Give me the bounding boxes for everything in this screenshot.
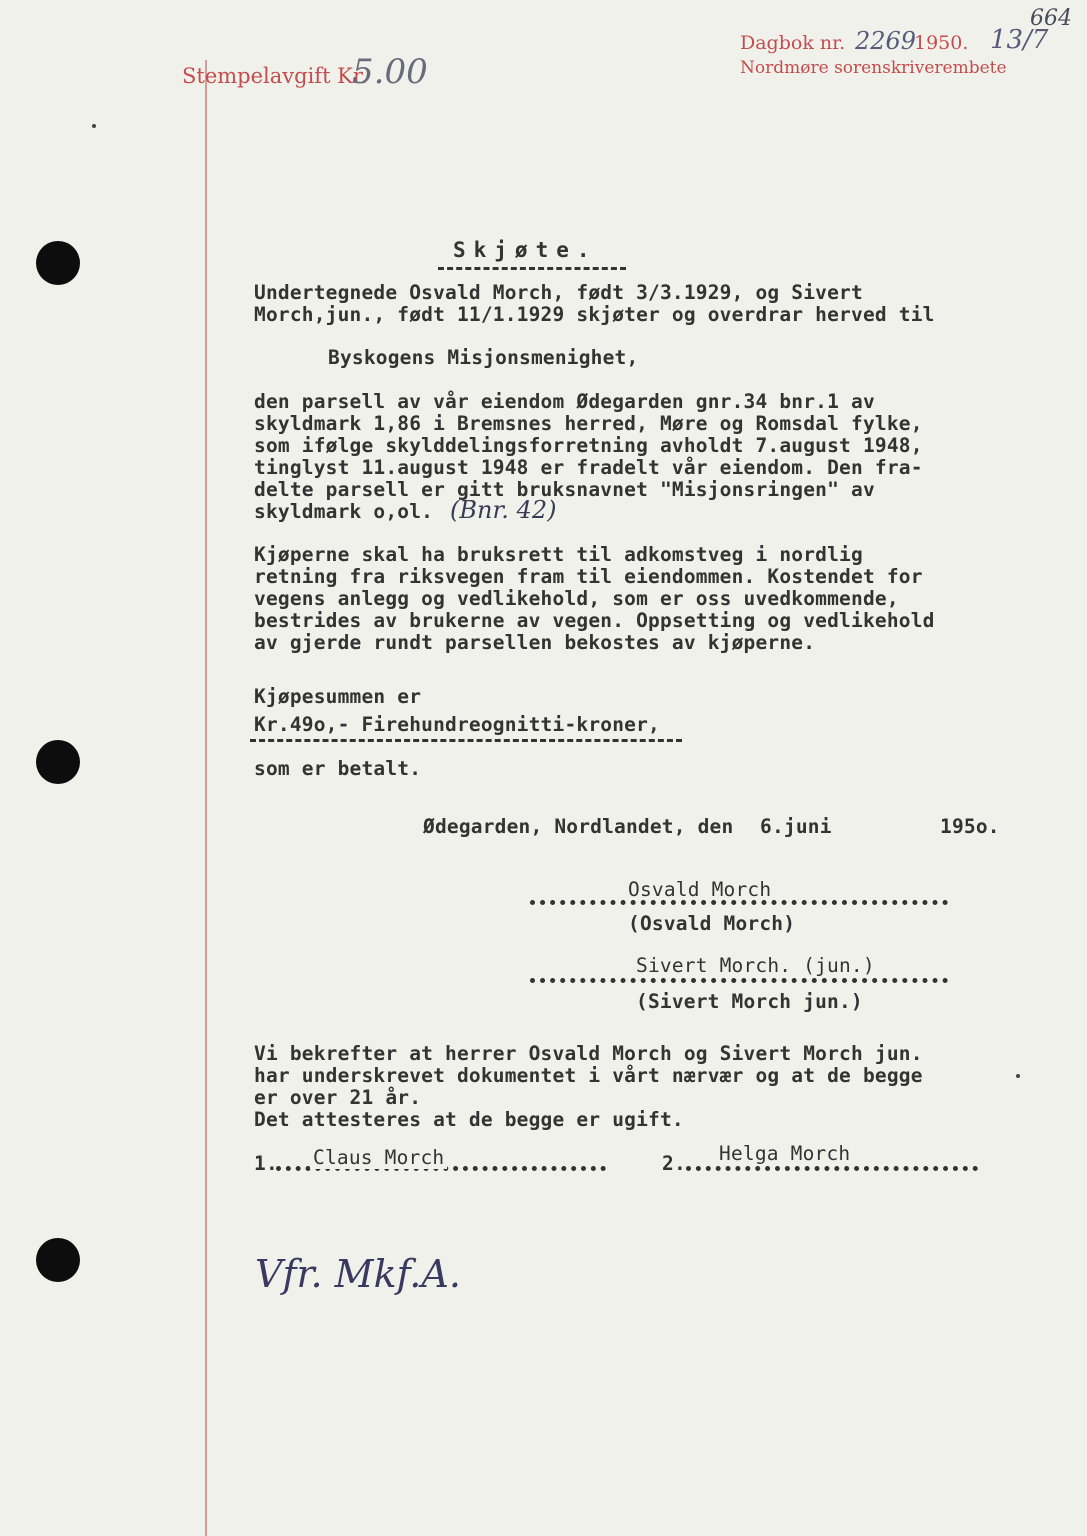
attestation-line-4: Det attesteres at de begge er ugift. bbox=[254, 1108, 684, 1131]
margin-mark bbox=[1016, 1074, 1020, 1078]
purchase-paid: som er betalt. bbox=[254, 757, 422, 780]
recipient: Byskogens Misjonsmenighet, bbox=[328, 346, 639, 369]
place: Ødegarden, Nordlandet, den bbox=[423, 815, 734, 838]
parcel-line-6: skyldmark o,ol. bbox=[254, 500, 434, 523]
signature-2-printed: (Sivert Morch jun.) bbox=[636, 990, 863, 1013]
office-name: Nordmøre sorenskriverembete bbox=[740, 58, 1007, 78]
title-underline bbox=[438, 267, 626, 270]
margin-line bbox=[205, 60, 207, 1536]
witness-1-number: 1. bbox=[254, 1152, 278, 1175]
intro-line-1: Undertegnede Osvald Morch, født 3/3.1929, og Sivert bbox=[254, 281, 863, 304]
bnr-note: (Bnr. 42) bbox=[450, 496, 557, 524]
signature-1-line bbox=[530, 900, 948, 905]
punch-hole-bottom bbox=[36, 1238, 80, 1282]
witness-2-number: 2. bbox=[662, 1152, 686, 1175]
witness-2-line bbox=[686, 1166, 978, 1171]
terms-line-2: retning fra riksvegen fram til eiendommen. Kostendet for bbox=[254, 565, 923, 588]
dagbok-year: 1950. bbox=[914, 32, 969, 54]
signature-2-line bbox=[530, 978, 948, 983]
attestation-line-2: har underskrevet dokumentet i vårt nærvær og at de begge bbox=[254, 1064, 923, 1087]
dagbok-label: Dagbok nr. bbox=[740, 32, 846, 54]
parcel-line-1: den parsell av vår eiendom Ødegarden gnr.34 bnr.1 av bbox=[254, 390, 875, 413]
terms-line-3: vegens anlegg og vedlikehold, som er oss uvedkommende, bbox=[254, 587, 899, 610]
terms-line-5: av gjerde rundt parsellen bekostes av kjøperne. bbox=[254, 631, 816, 654]
witness-1-name: Claus Morch bbox=[310, 1146, 447, 1169]
footer-handwritten-note: Vfr. Mkf.A. bbox=[255, 1252, 461, 1296]
signature-1-name: Osvald Morch bbox=[628, 878, 772, 901]
purchase-intro: Kjøpesummen er bbox=[254, 685, 422, 708]
stempel-label: Stempelavgift Kr. bbox=[182, 64, 368, 88]
terms-line-1: Kjøperne skal ha bruksrett til adkomstveg i nordlig bbox=[254, 543, 863, 566]
punch-hole-middle bbox=[36, 740, 80, 784]
terms-line-4: bestrides av brukerne av vegen. Oppsetting og vedlikehold bbox=[254, 609, 935, 632]
document-title: Skjøte. bbox=[453, 238, 598, 262]
parcel-line-3: som ifølge skylddelingsforretning avholdt 7.august 1948, bbox=[254, 434, 923, 457]
parcel-line-5: delte parsell er gitt bruksnavnet "Misjonsringen" av bbox=[254, 478, 875, 501]
folio-number: 664 bbox=[1030, 6, 1072, 31]
signature-1-printed: (Osvald Morch) bbox=[628, 912, 796, 935]
intro-line-2: Morch,jun., født 11/1.1929 skjøter og overdrar herved til bbox=[254, 303, 935, 326]
signature-2-name: Sivert Morch. (jun.) bbox=[636, 954, 875, 977]
stempel-amount: 5.00 bbox=[352, 52, 428, 92]
parcel-line-2: skyldmark 1,86 i Bremsnes herred, Møre og Romsdal fylke, bbox=[254, 412, 923, 435]
margin-mark bbox=[92, 124, 96, 128]
witness-2-name: Helga Morch bbox=[716, 1142, 853, 1165]
amount-underline bbox=[250, 739, 682, 742]
dagbok-number: 2269 bbox=[855, 27, 917, 55]
year: 195o. bbox=[940, 815, 1000, 838]
attestation-line-1: Vi bekrefter at herrer Osvald Morch og Sivert Morch jun. bbox=[254, 1042, 923, 1065]
date: 6.juni bbox=[760, 815, 832, 838]
purchase-amount: Kr.49o,- Firehundreognitti-kroner, bbox=[254, 713, 660, 736]
attestation-line-3: er over 21 år. bbox=[254, 1086, 422, 1109]
parcel-line-4: tinglyst 11.august 1948 er fradelt vår eiendom. Den fra- bbox=[254, 456, 923, 479]
dagbok-date: 13/7 bbox=[990, 25, 1049, 55]
punch-hole-top bbox=[36, 241, 80, 285]
